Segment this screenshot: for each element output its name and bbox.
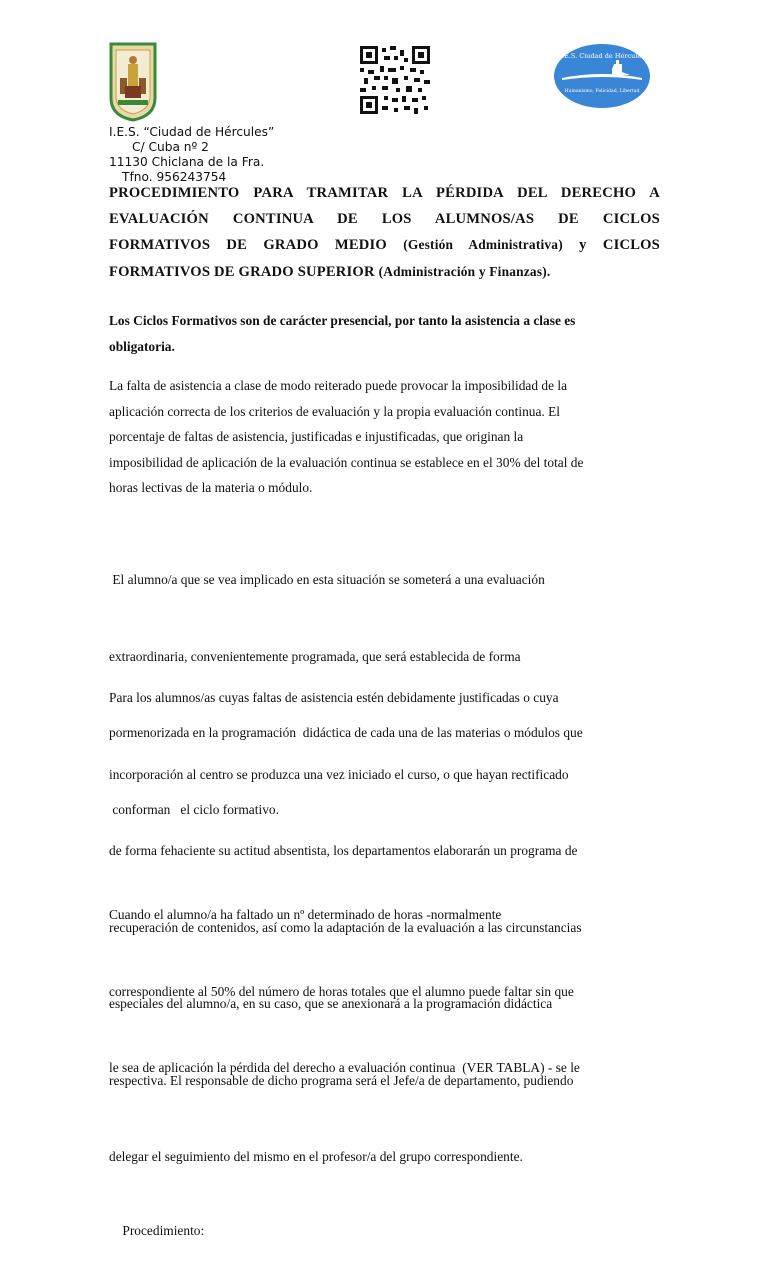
phone-number: Tfno. 956243754 <box>122 170 227 184</box>
paragraph-attendance <box>109 373 662 501</box>
title-line: EVALUACIÓN CONTINUA DE LOS ALUMNOS/AS DE CICLOS <box>109 210 660 227</box>
text-line: Los Ciclos Formativos son de carácter presencial, por tanto la asistencia a clase es <box>109 313 576 328</box>
school-name: I.E.S. “Ciudad de Hércules” <box>109 125 275 139</box>
text-line: La falta de asistencia a clase de modo reiterado puede provocar la imposibilidad de la <box>109 378 568 393</box>
title-text: FORMATIVOS DE GRADO MEDIO <box>109 237 404 253</box>
title-line: PROCEDIMIENTO PARA TRAMITAR LA PÉRDIDA DEL DERECHO A <box>109 185 660 201</box>
text-line: de forma fehaciente su actitud absentista, los departamentos elaborarán un programa de <box>109 843 578 858</box>
text-line: correspondiente al 50% del número de horas totales que el alumno puede faltar sin que <box>109 983 574 999</box>
title-line <box>109 232 660 259</box>
text-line: obligatoria. <box>109 338 175 354</box>
qr-code-icon <box>360 46 430 114</box>
text-line: conforman el ciclo formativo. <box>109 801 279 817</box>
andalucia-crest-icon <box>108 40 158 122</box>
logo-bottom-text: Humanismo, Felicidad, Libertad <box>564 89 640 94</box>
school-address <box>109 125 274 185</box>
text-line: respectiva. El responsable de dicho programa será el Jefe/a de departamento, pudiendo <box>109 1072 574 1088</box>
title-subtext: (Gestión Administrativa) <box>403 237 563 252</box>
text-line: Para los alumnos/as cuyas faltas de asistencia estén debidamente justificadas o cuya <box>109 690 559 705</box>
text-line: recuperación de contenidos, así como la adaptación de la evaluación a las circunstancias <box>109 919 582 935</box>
text-line: imposibilidad de aplicación de la evaluación continua se establece en el 30% del total de <box>109 454 584 470</box>
text-line: extraordinaria, convenientemente programada, que será establecida de forma <box>109 648 521 664</box>
document-title <box>109 181 660 285</box>
title-text: FORMATIVOS DE GRADO SUPERIOR <box>109 263 379 280</box>
logo-top-text: I.E.S. Ciudad de Hércules <box>559 52 645 60</box>
section-heading-procedimiento: Procedimiento: <box>109 1222 205 1238</box>
paragraph-procedure <box>109 851 662 1106</box>
title-subtext: (Administración y Finanzas). <box>378 263 551 279</box>
text-line: especiales del alumno/a, en su caso, que se anexionará a la programación didáctica <box>109 996 553 1011</box>
title-text: y CICLOS <box>562 237 660 253</box>
text-line: Cuando el alumno/a ha faltado un nº determinado de horas -normalmente <box>109 907 502 922</box>
text-line: pormenorizada en la programación didáctica de cada una de las materias o módulos que <box>109 725 583 740</box>
text-line: le sea de aplicación la pérdida del derecho a evaluación continua (VER TABLA) - se le <box>109 1060 580 1075</box>
text-line: horas lectivas de la materia o módulo. <box>109 480 313 495</box>
text-line: delegar el seguimiento del mismo en el profesor/a del grupo correspondiente. <box>109 1149 523 1164</box>
text-line: aplicación correcta de los criterios de evaluación y la propia evaluación continua. El <box>109 403 560 419</box>
city-address: 11130 Chiclana de la Fra. <box>109 155 265 169</box>
street-address: C/ Cuba nº 2 <box>132 140 209 154</box>
school-oval-logo-icon <box>552 42 652 110</box>
text-line: El alumno/a que se vea implicado en esta situación se someterá a una evaluación <box>109 572 545 587</box>
intro-paragraph <box>109 308 662 359</box>
text-line: incorporación al centro se produzca una vez iniciado el curso, o que hayan rectificado <box>109 766 569 782</box>
text-line: porcentaje de faltas de asistencia, justificadas e injustificadas, que originan la <box>109 429 524 444</box>
title-line <box>109 259 660 286</box>
